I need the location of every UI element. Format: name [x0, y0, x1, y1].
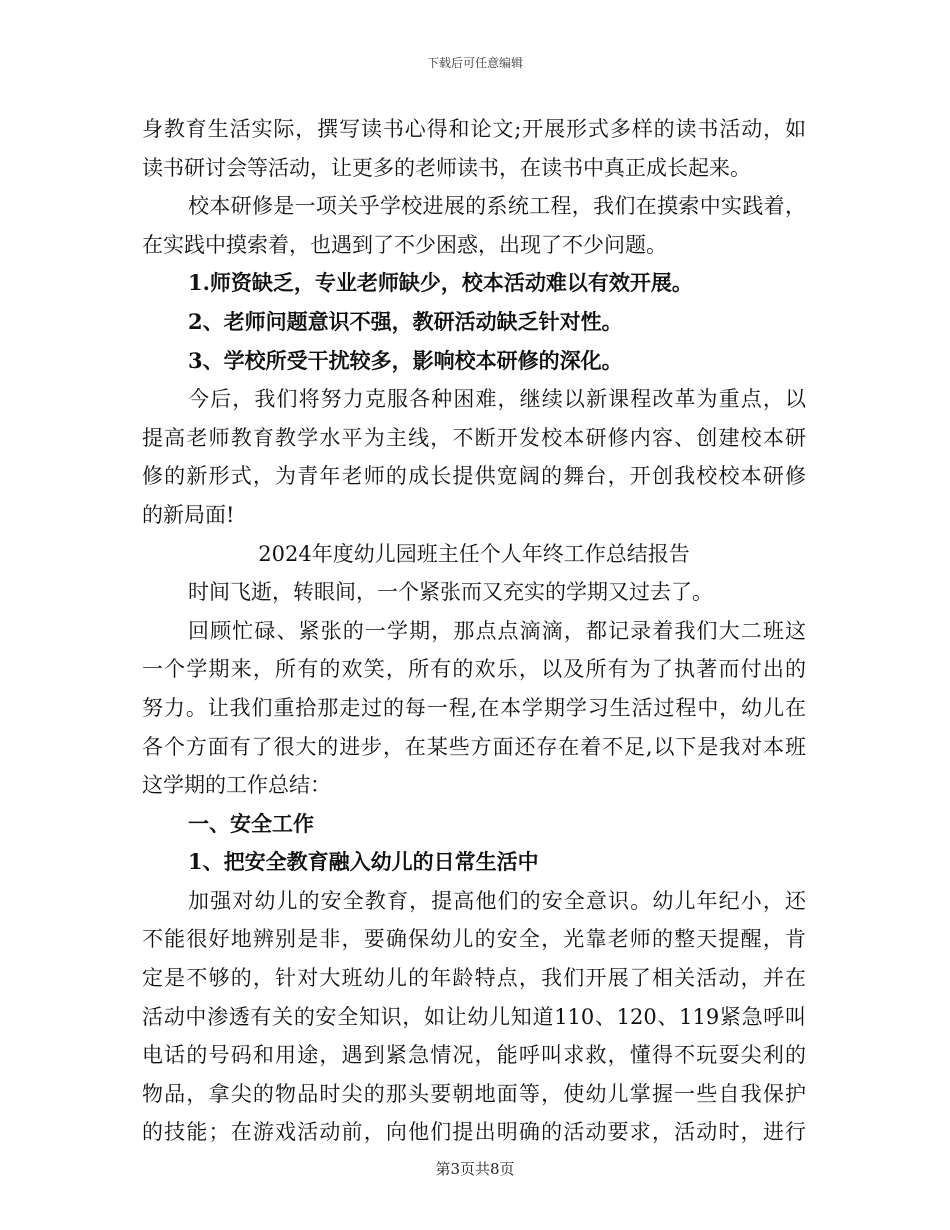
text-line: 一个学期来，所有的欢笑，所有的欢乐，以及所有为了执著而付出的 [142, 657, 806, 682]
text-line: 定是不够的，针对大班幼儿的年龄特点，我们开展了相关活动，并在 [142, 966, 806, 991]
document-body [142, 110, 806, 1152]
text-line: 提高老师教育教学水平为主线，不断开发校本研修内容、创建校本研 [142, 425, 806, 450]
heading-line: 1、把安全教育融入幼儿的日常生活中 [188, 849, 539, 875]
page-header: 下载后可任意编辑 [426, 56, 523, 70]
text-line: 今后，我们将努力克服各种困难，继续以新课程改革为重点，以 [188, 387, 806, 412]
text-line: 在实践中摸索着，也遇到了不少困惑，出现了不少问题。 [142, 232, 667, 257]
text-line: 加强对幼儿的安全教育，提高他们的安全意识。幼儿年纪小，还 [188, 888, 806, 913]
text-line: 不能很好地辨别是非，要确保幼儿的安全，光靠老师的整天提醒，肯 [142, 927, 806, 952]
text-line: 活动中渗透有关的安全知识，如让幼儿知道110、120、119紧急呼叫 [142, 1004, 806, 1029]
section-title: 2024年度幼儿园班主任个人年终工作总结报告 [258, 541, 690, 566]
text-line: 身教育生活实际，撰写读书心得和论文;开展形式多样的读书活动，如 [142, 117, 806, 141]
text-line: 的新局面! [142, 502, 235, 527]
text-line: 的技能；在游戏活动前，向他们提出明确的活动要求，活动时，进行 [142, 1120, 806, 1145]
text-line: 各个方面有了很大的进步，在某些方面还存在着不足,以下是我对本班 [142, 734, 806, 759]
text-line: 读书研讨会等活动，让更多的老师读书，在读书中真正成长起来。 [142, 155, 751, 180]
text-line: 努力。让我们重拾那走过的每一程,在本学期学习生活过程中，幼儿在 [142, 695, 806, 720]
text-line: 电话的号码和用途，遇到紧急情况，能呼叫求救，懂得不玩耍尖利的 [142, 1043, 806, 1068]
text-line: 校本研修是一项关乎学校进展的系统工程，我们在摸索中实践着， [188, 194, 806, 219]
heading-line: 一、安全工作 [188, 810, 314, 836]
heading-line: 2、老师问题意识不强，教研活动缺乏针对性。 [188, 308, 623, 334]
heading-line: 1.师资缺乏，专业老师缺少，校本活动难以有效开展。 [188, 270, 693, 296]
text-line: 回顾忙碌、紧张的一学期，那点点滴滴，都记录着我们大二班这 [188, 618, 806, 643]
page-footer: 第3页共8页 [435, 1160, 515, 1178]
text-line: 物品，拿尖的物品时尖的那头要朝地面等，使幼儿掌握一些自我保护 [142, 1081, 806, 1106]
text-line: 时间飞逝，转眼间，一个紧张而又充实的学期又过去了。 [188, 580, 713, 605]
text-line: 修的新形式，为青年老师的成长提供宽阔的舞台，开创我校校本研修 [142, 464, 806, 489]
text-line: 这学期的工作总结： [142, 773, 331, 798]
heading-line: 3、学校所受干扰较多，影响校本研修的深化。 [188, 347, 623, 373]
